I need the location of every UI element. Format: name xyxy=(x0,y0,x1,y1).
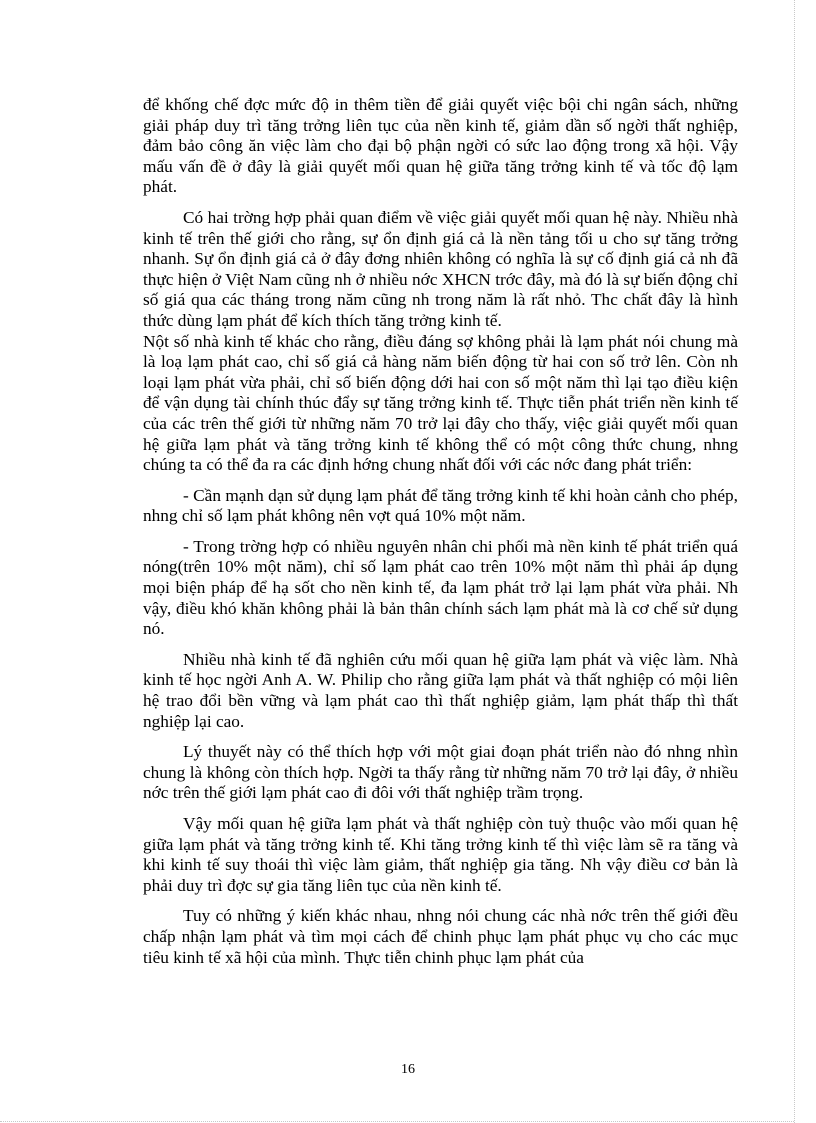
paragraph-6: Nhiều nhà kinh tế đã nghiên cứu mối quan hệ giữa lạm phát và việc làm. Nhà kinh tế học ngời Anh A. W. Philip cho rằng giữa lạm phát và thất nghiệp có mội liên hệ trao đổi bền vững và lạm phát cao thì thất nghiệp giảm, lạm phát thấp thì thất nghiệp lại cao. xyxy=(143,649,738,731)
paragraph-3: Nột số nhà kinh tế khác cho rằng, điều đáng sợ không phải là lạm phát nói chung mà là loạ lạm phát cao, chỉ số giá cả hàng năm biến động từ hai con số trở lên. Còn nh loại lạm phát vừa phải, chỉ số biến động dới hai con số một năm thì lại tạo điều kiện để vận dụng tài chính thúc đẩy sự tăng trởng kinh tế. Thực tiễn phát triển nền kinh tế của các trên thế giới từ những năm 70 trở lại đây cho thấy, việc giải quyết mối quan hệ giữa lạm phát và tăng trởng kinh tế không thể có một công thức chung, nhng chúng ta có thể đa ra các định hớng chung nhất đối với các nớc đang phát triển: xyxy=(143,331,738,475)
paragraph-1: để khống chế đợc mức độ in thêm tiền để giải quyết việc bội chi ngân sách, những giải pháp duy trì tăng trởng liên tục của nền kinh tế, giảm dần số ngời thất nghiệp, đảm bảo công ăn việc làm cho đại bộ phận ngời có sức lao động trong xã hội. Vậy mấu vấn đề ở đây là giải quyết mối quan hệ giữa tăng trởng kinh tế và tốc độ lạm phát. xyxy=(143,95,738,197)
paragraph-4: - Cần mạnh dạn sử dụng lạm phát để tăng trởng kinh tế khi hoàn cảnh cho phép, nhng chỉ số lạm phát không nên vợt quá 10% một năm. xyxy=(143,485,738,526)
body-text xyxy=(143,95,738,978)
page-edge-bottom xyxy=(0,1121,794,1122)
paragraph-2: Có hai trờng hợp phải quan điểm về việc giải quyết mối quan hệ này. Nhiều nhà kinh tế trên thế giới cho rằng, sự ổn định giá cả là nền tảng tối u cho sự tăng trởng nhanh. Sự ổn định giá cả ở đây đơng nhiên không có nghĩa là sự cố định giá cả nh đã thực hiện ở Việt Nam cũng nh ở nhiều nớc XHCN trớc đây, mà đó là sự biến động chỉ số giá qua các tháng trong năm cũng nh trong năm là rất nhỏ. Thc chất đây là hình thức dùng lạm phát để kích thích tăng trởng kinh tế. xyxy=(143,207,738,330)
page-number: 16 xyxy=(401,1062,415,1077)
paragraph-7: Lý thuyết này có thể thích hợp với một giai đoạn phát triển nào đó nhng nhìn chung là không còn thích hợp. Ngời ta thấy rằng từ những năm 70 trở lại đây, ở nhiều nớc trên thế giới lạm phát cao đi đôi với thất nghiệp trầm trọng. xyxy=(143,742,738,803)
paragraph-8: Vậy mối quan hệ giữa lạm phát và thất nghiệp còn tuỳ thuộc vào mối quan hệ giữa lạm phát và tăng trởng kinh tế. Khi tăng trởng kinh tế thì việc làm sẽ ra tăng và khi kinh tế suy thoái thì việc làm giảm, thất nghiệp gia tăng. Nh vậy điều cơ bản là phải duy trì đợc sự gia tăng liên tục của nền kinh tế. xyxy=(143,814,738,895)
paragraph-9: Tuy có những ý kiến khác nhau, nhng nói chung các nhà nớc trên thế giới đều chấp nhận lạm phát và tìm mọi cách để chinh phục lạm phát phục vụ cho các mục tiêu kinh tế xã hội của mình. Thực tiễn chinh phục lạm phát của xyxy=(143,906,738,967)
page-edge-right xyxy=(794,0,795,1123)
paragraph-5: - Trong trờng hợp có nhiều nguyên nhân chi phối mà nền kinh tế phát triển quá nóng(trên 10% một năm), chỉ số lạm phát cao trên 10% một năm thì phải áp dụng mọi biện pháp để hạ sốt cho nền kinh tế, đa lạm phát trở lại lạm phát vừa phải. Nh vậy, điều khó khăn không phải là bản thân chính sách lạm phát mà là cơ chế sử dụng nó. xyxy=(143,536,738,639)
